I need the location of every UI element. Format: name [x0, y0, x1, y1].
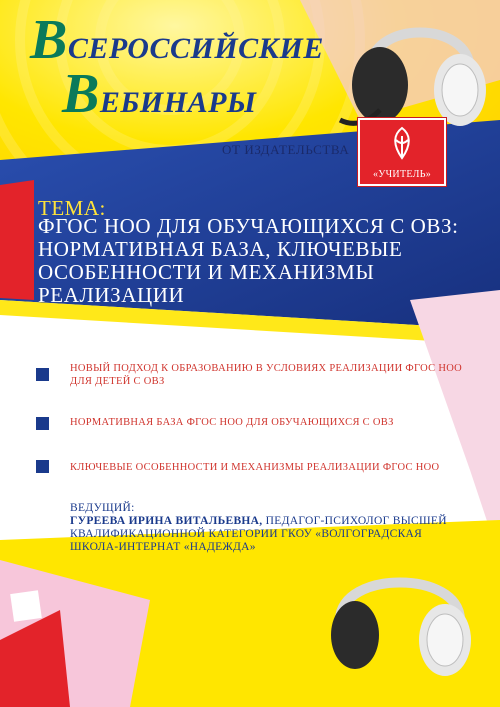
point-3: КЛЮЧЕВЫЕ ОСОБЕННОСТИ И МЕХАНИЗМЫ РЕАЛИЗАЦИИ ФГОС НОО	[70, 462, 440, 473]
presenter-description: ПЕДАГОГ-ПСИХОЛОГ ВЫСШЕЙ КВАЛИФИКАЦИОННОЙ КАТЕГОРИИ ГКОУ «ВОЛГОГРАДСКАЯ ШКОЛА-ИНТЕРНАТ «НАДЕЖДА»	[70, 515, 447, 553]
topic-title: ФГОС НОО ДЛЯ ОБУЧАЮЩИХСЯ С ОВЗ: НОРМАТИВНАЯ БАЗА, КЛЮЧЕВЫЕ ОСОБЕННОСТИ И МЕХАНИЗМЫ РЕАЛИЗАЦИИ	[38, 214, 459, 307]
presenter-block	[70, 502, 470, 554]
point-1: НОВЫЙ ПОДХОД К ОБРАЗОВАНИЮ В УСЛОВИЯХ РЕАЛИЗАЦИИ ФГОС НОО ДЛЯ ДЕТЕЙ С ОВЗ	[70, 363, 462, 387]
title-rest-2: ЕБИНАРЫ	[99, 86, 257, 119]
title-initial-2: В	[62, 63, 100, 125]
publisher-logo-text: «УЧИТЕЛЬ»	[372, 169, 432, 180]
bullet-marker	[36, 417, 49, 430]
topic-label: ТЕМА:	[38, 196, 106, 220]
series-title-line-2	[62, 62, 257, 126]
point-2: НОРМАТИВНАЯ БАЗА ФГОС НОО ДЛЯ ОБУЧАЮЩИХСЯ С ОВЗ	[70, 417, 394, 428]
title-rest-1: СЕРОССИЙСКИЕ	[67, 32, 324, 65]
title-initial-1: В	[30, 9, 68, 71]
bullet-marker	[36, 368, 49, 381]
presenter-name: ГУРЕЕВА ИРИНА ВИТАЛЬЕВНА,	[70, 515, 263, 527]
publisher-logo	[358, 118, 446, 186]
bullet-marker	[36, 460, 49, 473]
presenter-label: ВЕДУЩИЙ:	[70, 502, 135, 514]
book-emblem-icon	[388, 126, 416, 160]
publisher-label: ОТ ИЗДАТЕЛЬСТВА	[222, 142, 350, 157]
